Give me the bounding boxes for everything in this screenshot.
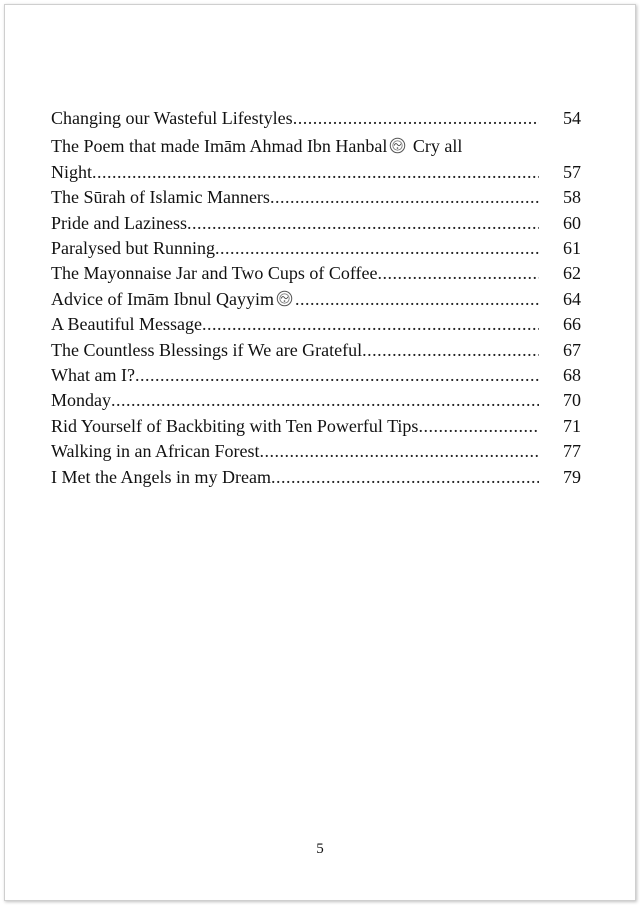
toc-entry-page: 77: [563, 441, 581, 462]
table-of-contents: [51, 106, 581, 490]
toc-entry-page: 67: [563, 339, 581, 360]
toc-entry[interactable]: [51, 338, 581, 363]
toc-entry-page: 70: [563, 390, 581, 411]
toc-entry-title: What am I?: [51, 365, 135, 386]
toc-entry-title: Paralysed but Running: [51, 238, 215, 259]
leader-dots: [92, 160, 539, 185]
leader-dots: [111, 388, 539, 413]
leader-dots: [270, 185, 539, 210]
toc-entry-title: The Sūrah of Islamic Manners: [51, 187, 270, 208]
toc-entry[interactable]: [51, 261, 581, 286]
toc-entry-page: 79: [563, 466, 581, 487]
toc-entry-title: A Beautiful Message: [51, 314, 202, 335]
toc-entry-title: Changing our Wasteful Lifestyles: [51, 108, 293, 128]
toc-entry-title: Pride and Laziness: [51, 212, 187, 233]
leader-dots: [295, 287, 539, 312]
toc-entry-page: 61: [563, 238, 581, 259]
toc-entry[interactable]: [51, 134, 581, 185]
toc-entry-title-part: Night: [51, 161, 93, 182]
toc-entry-title-part: Cry all: [412, 136, 463, 157]
leader-dots: [271, 465, 539, 490]
toc-entry-title: Walking in an African Forest: [51, 441, 260, 462]
leader-dots: [418, 414, 539, 439]
leader-dots: [215, 236, 539, 261]
honorific-seal-icon: [276, 290, 293, 307]
toc-entry-title: The Mayonnaise Jar and Two Cups of Coffee: [51, 263, 378, 284]
toc-entry-title-text: Advice of Imām Ibnul Qayyim: [51, 288, 274, 309]
toc-entry-page: 68: [563, 365, 581, 386]
toc-entry-title: Rid Yourself of Backbiting with Ten Powerful Tips: [51, 415, 419, 436]
leader-dots: [187, 211, 539, 236]
toc-entry-title: I Met the Angels in my Dream: [51, 466, 271, 487]
toc-entry-page: 64: [563, 288, 581, 309]
toc-entry[interactable]: [51, 236, 581, 261]
toc-entry-title: Monday: [51, 390, 111, 411]
toc-entry-page: 71: [563, 415, 581, 436]
leader-dots: [135, 363, 539, 388]
toc-entry-page: 66: [563, 314, 581, 335]
toc-entry-page: 54: [563, 108, 581, 128]
toc-entry[interactable]: [51, 287, 581, 312]
honorific-seal-icon: [389, 137, 406, 154]
page-number: 5: [316, 841, 324, 857]
toc-entry[interactable]: [51, 439, 581, 464]
toc-entry-title: [51, 287, 295, 312]
toc-entry[interactable]: [51, 388, 581, 413]
toc-entry-title: The Countless Blessings if We are Grateful: [51, 339, 363, 360]
toc-entry[interactable]: [51, 414, 581, 439]
leader-dots: [202, 312, 539, 337]
leader-dots: [378, 261, 539, 286]
leader-dots: [293, 106, 539, 131]
toc-entry[interactable]: [51, 211, 581, 236]
toc-entry-page: 58: [563, 187, 581, 208]
toc-entry-title-part: The Poem that made Imām Ahmad Ibn Hanbal: [51, 136, 388, 157]
toc-entry-page: 57: [563, 161, 581, 182]
toc-entry[interactable]: [51, 312, 581, 337]
toc-entry-page: 62: [563, 263, 581, 284]
toc-entry[interactable]: [51, 185, 581, 210]
leader-dots: [362, 338, 539, 363]
toc-entry[interactable]: [51, 106, 581, 131]
leader-dots: [260, 439, 539, 464]
toc-entry-page: 60: [563, 212, 581, 233]
toc-entry[interactable]: [51, 363, 581, 388]
toc-entry[interactable]: [51, 465, 581, 490]
